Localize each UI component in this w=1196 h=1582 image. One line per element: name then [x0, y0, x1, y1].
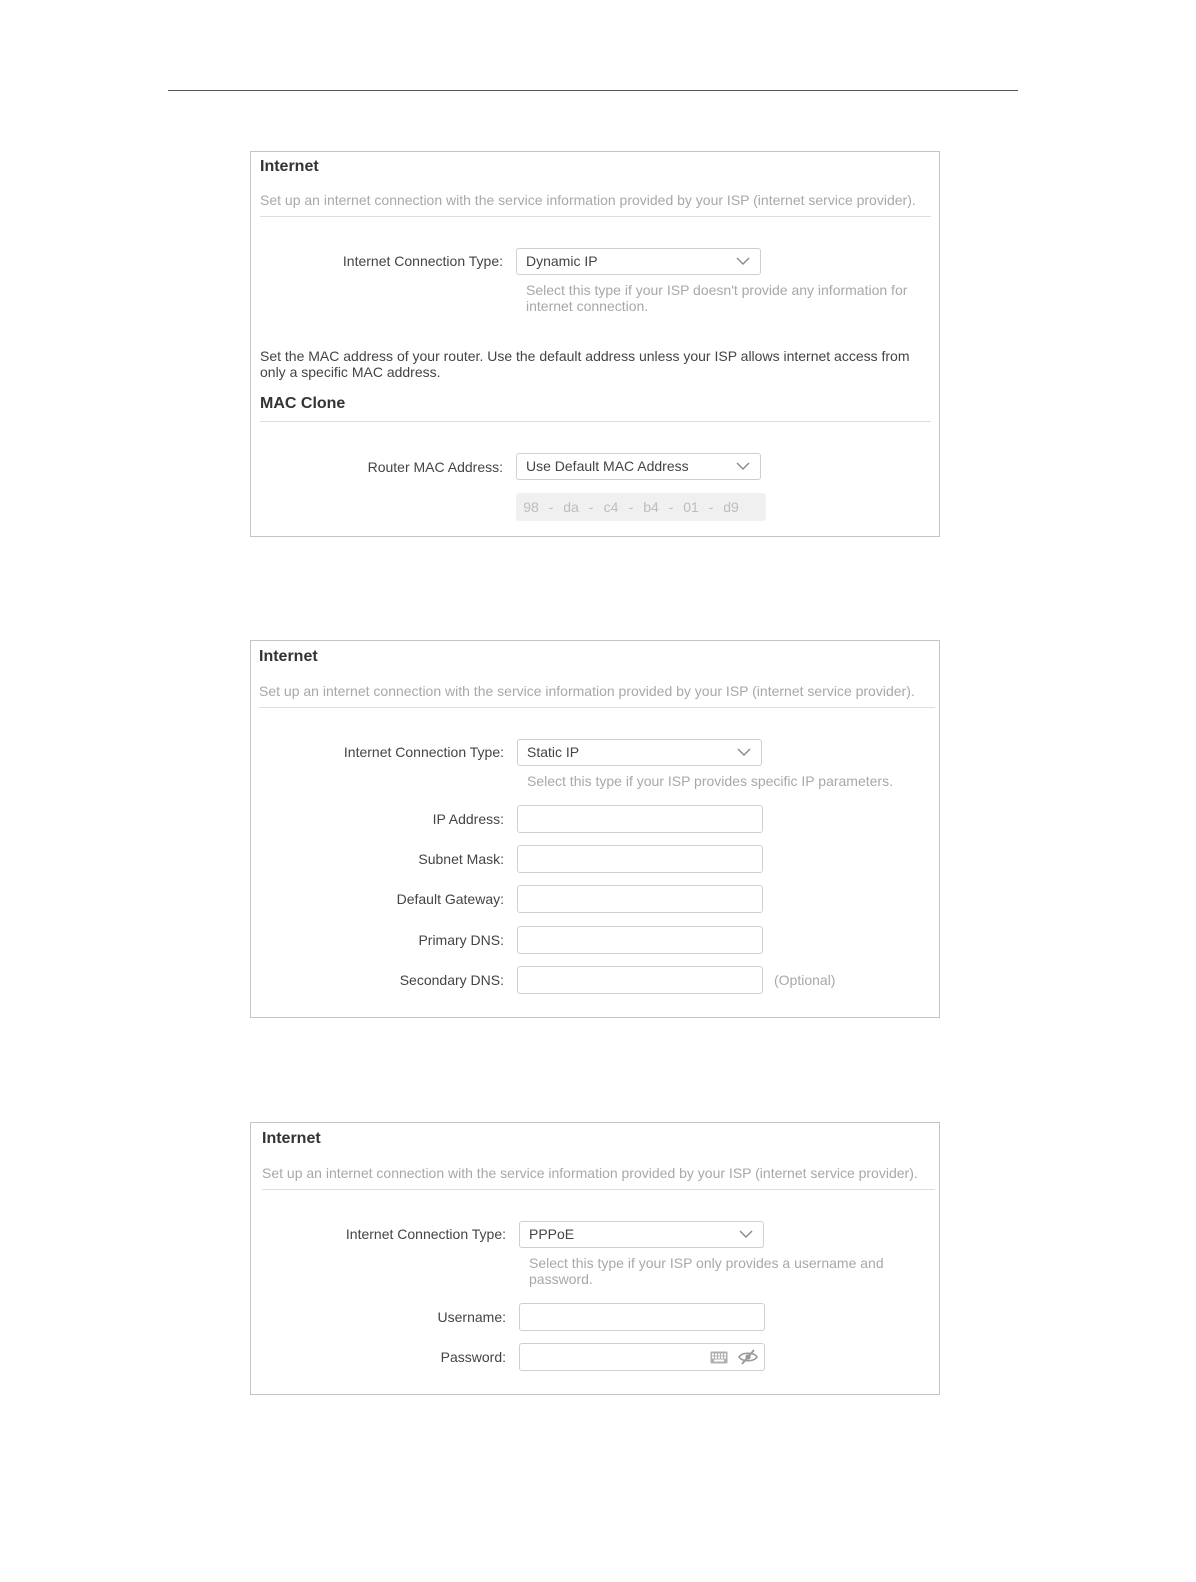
panel-title: Internet [260, 158, 319, 175]
subnet-mask-label: Subnet Mask: [418, 851, 504, 867]
mac-address-display [516, 493, 766, 521]
password-input[interactable] [519, 1343, 765, 1371]
panel-subtitle: Set up an internet connection with the service information provided by your ISP (internet service provider). [260, 192, 916, 208]
connection-type-label: Internet Connection Type: [345, 1226, 506, 1242]
subnet-mask-input[interactable] [517, 845, 763, 873]
mac-octet: da [563, 499, 579, 515]
mac-separator: - [708, 499, 714, 515]
secondary-dns-label: Secondary DNS: [399, 972, 504, 988]
chevron-down-icon [737, 745, 751, 759]
chevron-down-icon [736, 254, 750, 268]
internet-panel-dynamic-ip [250, 151, 940, 537]
default-gateway-label: Default Gateway: [396, 891, 504, 907]
router-mac-label: Router MAC Address: [367, 459, 503, 475]
mac-octet: 01 [683, 499, 699, 515]
mac-description: Set the MAC address of your router. Use the default address unless your ISP allows internet access from only a specific MAC address. [260, 348, 910, 380]
panel-title: Internet [262, 1130, 321, 1147]
mac-separator: - [628, 499, 634, 515]
primary-dns-input[interactable] [517, 926, 763, 954]
connection-type-hint: Select this type if your ISP only provides a username and password. [529, 1255, 884, 1287]
default-gateway-input[interactable] [517, 885, 763, 913]
ip-address-label: IP Address: [432, 811, 504, 827]
connection-type-label: Internet Connection Type: [342, 253, 503, 269]
mac-clone-title: MAC Clone [260, 395, 346, 412]
ip-address-input[interactable] [517, 805, 763, 833]
mac-separator: - [588, 499, 594, 515]
connection-type-select[interactable] [517, 739, 762, 766]
divider [259, 707, 935, 708]
connection-type-select[interactable] [519, 1221, 764, 1248]
internet-panel-pppoe [250, 1122, 940, 1395]
page-header-rule [168, 90, 1018, 91]
router-mac-select[interactable] [516, 453, 761, 480]
connection-type-value: Dynamic IP [526, 253, 598, 269]
router-mac-value: Use Default MAC Address [526, 458, 689, 474]
connection-type-value: Static IP [527, 744, 580, 760]
username-input[interactable] [519, 1303, 765, 1331]
mac-separator: - [668, 499, 674, 515]
mac-octet: c4 [603, 499, 619, 515]
connection-type-label: Internet Connection Type: [343, 744, 504, 760]
mac-octet: b4 [643, 499, 659, 515]
divider [262, 1189, 935, 1190]
divider [260, 216, 931, 217]
connection-type-select[interactable] [516, 248, 761, 275]
keyboard-icon[interactable] [710, 1351, 728, 1364]
panel-title: Internet [259, 648, 318, 665]
chevron-down-icon [736, 459, 750, 473]
password-label: Password: [440, 1349, 506, 1365]
primary-dns-label: Primary DNS: [418, 932, 504, 948]
connection-type-hint: Select this type if your ISP doesn't provide any information for internet connection. [526, 282, 908, 314]
username-label: Username: [437, 1309, 506, 1325]
mac-octet: d9 [723, 499, 739, 515]
connection-type-value: PPPoE [529, 1226, 575, 1242]
divider [260, 421, 931, 422]
internet-panel-static-ip [250, 640, 940, 1018]
eye-off-icon[interactable] [738, 1349, 758, 1365]
mac-octet: 98 [523, 499, 539, 515]
panel-subtitle: Set up an internet connection with the service information provided by your ISP (internet service provider). [259, 683, 915, 699]
panel-subtitle: Set up an internet connection with the service information provided by your ISP (internet service provider). [262, 1165, 918, 1181]
optional-note: (Optional) [774, 972, 836, 988]
secondary-dns-input[interactable] [517, 966, 763, 994]
connection-type-hint: Select this type if your ISP provides specific IP parameters. [527, 773, 893, 789]
chevron-down-icon [739, 1227, 753, 1241]
mac-separator: - [548, 499, 554, 515]
